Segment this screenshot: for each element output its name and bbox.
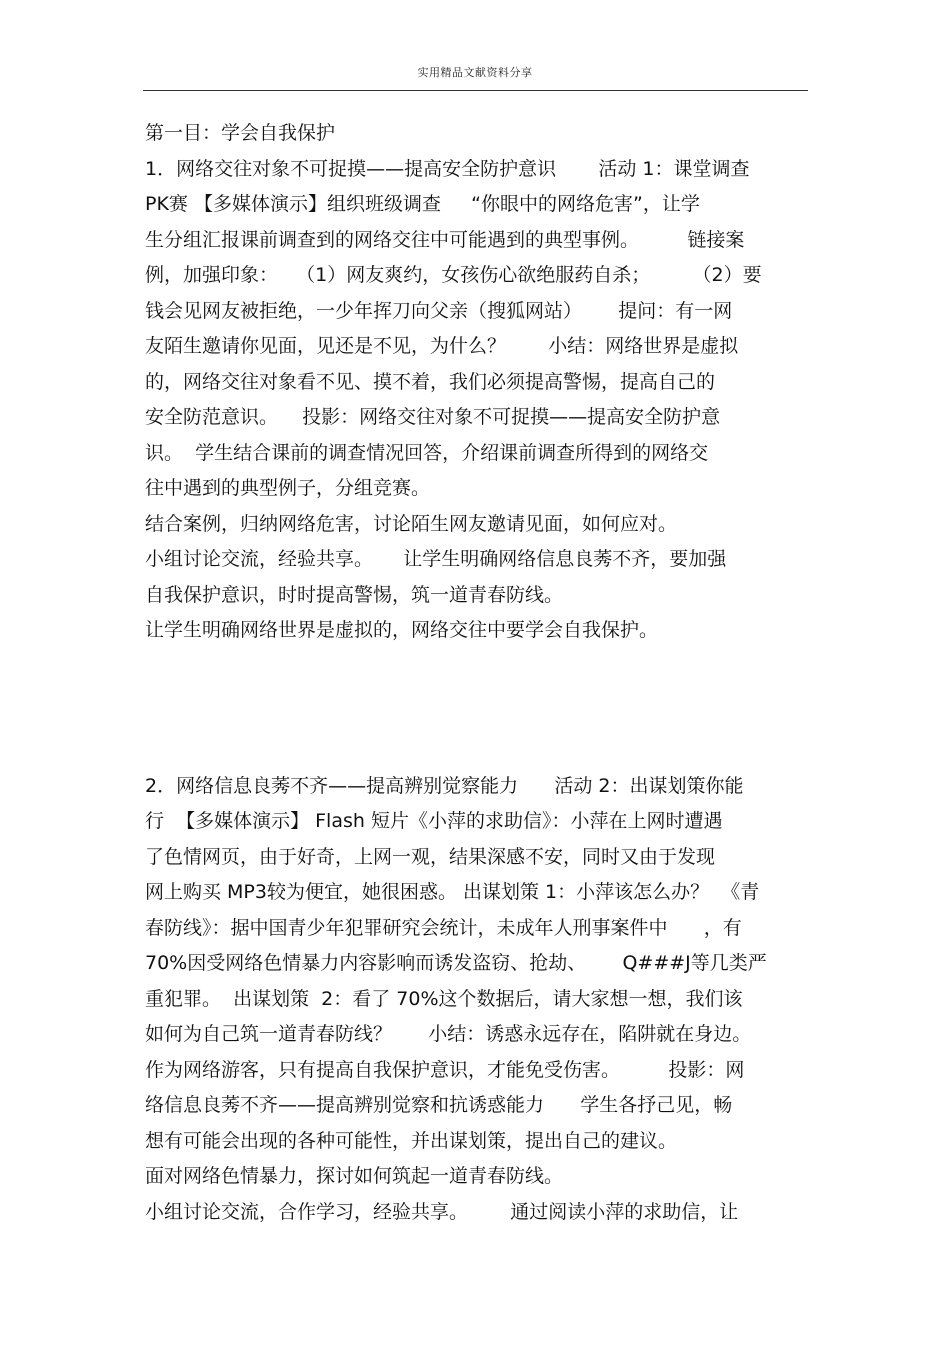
text-line: 如何为自己筑一道青春防线？ 小结：诱惑永远存在，陷阱就在身边。: [145, 1023, 752, 1045]
header-rule: [143, 90, 808, 91]
text-line: 友陌生邀请你见面，见还是不见，为什么？ 小结：网络世界是虚拟: [145, 335, 739, 357]
section-gap: [145, 649, 825, 769]
text-line: 安全防范意识。 投影：网络交往对象不可捉摸——提高安全防护意: [145, 406, 721, 428]
text-line: 络信息良莠不齐——提高辨别觉察和抗诱惑能力 学生各抒己见，畅: [145, 1094, 733, 1116]
text-line: 自我保护意识，时时提高警惕，筑一道青春防线。: [145, 583, 564, 606]
text-line: 钱会见网友被拒绝，一少年挥刀向父亲（搜狐网站） 提问：有一网: [145, 299, 733, 322]
section-2: [145, 769, 825, 1231]
text-line: 想有可能会出现的各种可能性，并出谋划策，提出自己的建议。: [145, 1129, 678, 1152]
text-line: 第一目：学会自我保护: [145, 122, 336, 144]
text-line: PK赛 【多媒体演示】组织班级调查 “你眼中的网络危害”，让学: [145, 193, 700, 215]
text-line: 让学生明确网络世界是虚拟的，网络交往中要学会自我保护。: [145, 619, 659, 641]
text-line: 生分组汇报课前调查到的网络交往中可能遇到的典型事例。 链接案: [145, 228, 745, 251]
text-line: 结合案例，归纳网络危害，讨论陌生网友邀请见面，如何应对。: [145, 512, 678, 535]
text-line: 例，加强印象： （1）网友爽约，女孩伤心欲绝服药自杀； （2）要: [145, 264, 762, 286]
text-line: 70%因受网络色情暴力内容影响而诱发盗窃、抢劫、 Q###J等几类严: [145, 952, 767, 974]
text-line: 识。 学生结合课前的调查情况回答，介绍课前调查所得到的网络交: [145, 441, 709, 464]
text-line: 1．网络交往对象不可捉摸——提高安全防护意识 活动 1：课堂调查: [145, 157, 750, 180]
document-body: [145, 116, 825, 1230]
text-line: 面对网络色情暴力，探讨如何筑起一道青春防线。: [145, 1165, 564, 1187]
page-header: 实用精品文献资料分享: [417, 66, 533, 79]
text-line: 行 【多媒体演示】 Flash 短片《小萍的求助信》：小萍在上网时遭遇: [145, 810, 723, 832]
text-line: 作为网络游客，只有提高自我保护意识，才能免受伤害。 投影：网: [145, 1058, 745, 1081]
text-line: 了色情网页，由于好奇，上网一观，结果深感不安，同时又由于发现: [145, 845, 716, 868]
text-line: 往中遇到的典型例子，分组竞赛。: [145, 477, 431, 499]
text-line: 网上购买 MP3较为便宜，她很困惑。 出谋划策 1：小萍该怎么办？ 《青: [145, 881, 760, 903]
text-line: 春防线》：据中国青少年犯罪研究会统计，未成年人刑事案件中 ，有: [145, 916, 742, 939]
section-1: [145, 116, 825, 649]
text-line: 的，网络交往对象看不见、摸不着，我们必须提高警惕，提高自己的: [145, 370, 716, 393]
text-line: 小组讨论交流，经验共享。 让学生明确网络信息良莠不齐，要加强: [145, 548, 727, 570]
text-line: 小组讨论交流，合作学习，经验共享。 通过阅读小萍的求助信，让: [145, 1200, 739, 1223]
text-line: 重犯罪。 出谋划策 2：看了 70%这个数据后，请大家想一想，我们该: [145, 987, 743, 1010]
text-line: 2．网络信息良莠不齐——提高辨别觉察能力 活动 2：出谋划策你能: [145, 774, 744, 797]
